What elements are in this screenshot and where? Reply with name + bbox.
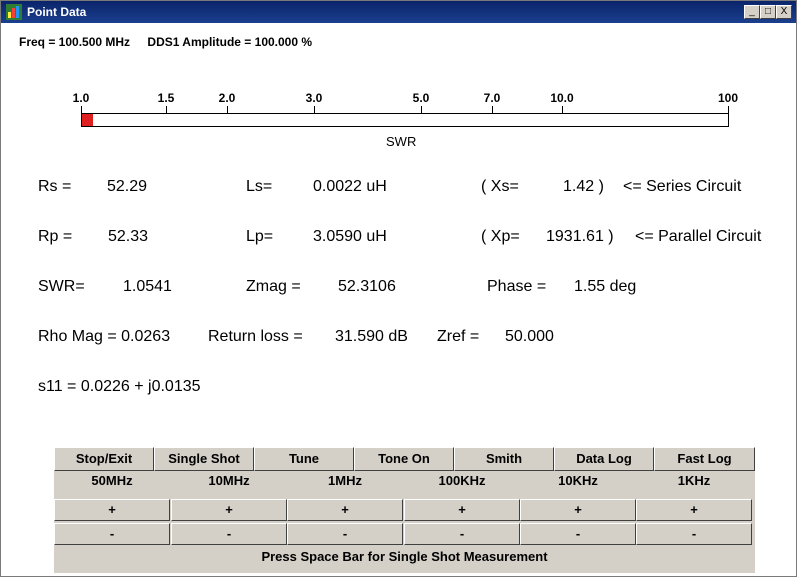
tune-button[interactable]: Tune (254, 447, 354, 471)
tone-on-button[interactable]: Tone On (354, 447, 454, 471)
decrement-1mhz-button[interactable]: - (287, 523, 403, 545)
swr-tick-mark (166, 106, 167, 113)
rho-mag-readout: Rho Mag = 0.0263 (38, 328, 171, 345)
app-icon (6, 4, 22, 20)
step-label-10khz: 10KHz (558, 473, 598, 488)
swr-tick-label: 1.0 (72, 91, 90, 105)
decrement-50mhz-button[interactable]: - (54, 523, 170, 545)
swr-tick-label: 10.0 (550, 91, 574, 105)
single-shot-button[interactable]: Single Shot (154, 447, 254, 471)
control-panel (54, 447, 755, 573)
increment-100khz-button[interactable]: + (404, 499, 520, 521)
ls-value: 0.0022 uH (313, 178, 387, 195)
stop-exit-button[interactable]: Stop/Exit (54, 447, 154, 471)
xs-value: 1.42 ) (563, 178, 604, 195)
zmag-value: 52.3106 (338, 278, 396, 295)
step-label-50mhz: 50MHz (91, 473, 133, 488)
swr-label: SWR= (38, 278, 85, 295)
rs-value: 52.29 (107, 178, 148, 195)
increment-1mhz-button[interactable]: + (287, 499, 403, 521)
increment-10khz-button[interactable]: + (520, 499, 636, 521)
frequency-readout: Freq = 100.500 MHz (19, 35, 131, 49)
step-label-1mhz: 1MHz (328, 473, 362, 488)
close-button[interactable]: X (776, 5, 792, 19)
swr-value: 1.0541 (123, 278, 172, 295)
title-bar[interactable] (1, 1, 796, 23)
series-circuit-note: <= Series Circuit (623, 178, 742, 195)
lp-value: 3.0590 uH (313, 228, 387, 245)
dds-amplitude-readout: DDS1 Amplitude = 100.000 % (147, 35, 313, 49)
data-log-button[interactable]: Data Log (554, 447, 654, 471)
lp-label: Lp= (246, 228, 274, 245)
header-info (19, 35, 326, 49)
swr-tick-label: 7.0 (483, 91, 501, 105)
zmag-label: Zmag = (246, 278, 301, 295)
swr-tick-mark (562, 106, 563, 113)
step-label-100khz: 100KHz (438, 473, 486, 488)
swr-scale-caption: SWR (386, 134, 417, 149)
step-label-1khz: 1KHz (677, 473, 711, 488)
parallel-circuit-note: <= Parallel Circuit (635, 228, 762, 245)
swr-tick-label: 1.5 (157, 91, 175, 105)
zref-label: Zref = (437, 328, 480, 345)
xp-value: 1931.61 ) (546, 228, 614, 245)
swr-tick-label: 100 (717, 91, 739, 105)
smith-button[interactable]: Smith (454, 447, 554, 471)
phase-label: Phase = (487, 278, 547, 295)
increment-10mhz-button[interactable]: + (171, 499, 287, 521)
decrement-100khz-button[interactable]: - (404, 523, 520, 545)
maximize-button[interactable]: □ (760, 5, 776, 19)
increment-1khz-button[interactable]: + (636, 499, 752, 521)
swr-tick-mark (81, 106, 82, 113)
status-message: Press Space Bar for Single Shot Measurement (261, 549, 548, 564)
swr-tick-mark (227, 106, 228, 113)
swr-tick-mark (728, 106, 729, 113)
rp-label: Rp = (38, 228, 73, 245)
swr-scale-bar (81, 113, 729, 127)
minimize-button[interactable]: _ (744, 5, 760, 19)
return-loss-label: Return loss = (208, 328, 303, 345)
phase-value: 1.55 deg (574, 278, 637, 295)
decrement-1khz-button[interactable]: - (636, 523, 752, 545)
rs-label: Rs = (38, 178, 72, 195)
increment-50mhz-button[interactable]: + (54, 499, 170, 521)
swr-tick-mark (421, 106, 422, 113)
return-loss-value: 31.590 dB (335, 328, 408, 345)
swr-tick-label: 2.0 (218, 91, 236, 105)
xp-label: ( Xp= (481, 228, 520, 245)
swr-marker (82, 114, 93, 126)
xs-label: ( Xs= (481, 178, 519, 195)
swr-tick-mark (314, 106, 315, 113)
swr-tick-label: 3.0 (305, 91, 323, 105)
swr-tick-mark (492, 106, 493, 113)
step-label-10mhz: 10MHz (208, 473, 250, 488)
fast-log-button[interactable]: Fast Log (654, 447, 755, 471)
s11-readout: s11 = 0.0226 + j0.0135 (38, 378, 201, 395)
rp-value: 52.33 (108, 228, 149, 245)
window-title: Point Data (27, 5, 87, 19)
decrement-10khz-button[interactable]: - (520, 523, 636, 545)
ls-label: Ls= (246, 178, 273, 195)
decrement-10mhz-button[interactable]: - (171, 523, 287, 545)
swr-tick-label: 5.0 (412, 91, 430, 105)
zref-value: 50.000 (505, 328, 554, 345)
